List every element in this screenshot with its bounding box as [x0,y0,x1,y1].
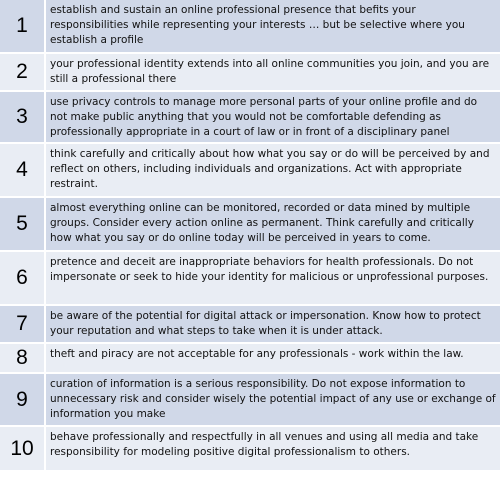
row-number: 2 [0,54,46,92]
row-text: theft and piracy are not acceptable for any professionals - work within the law. [46,344,500,374]
row-number: 9 [0,374,46,427]
row-text: pretence and deceit are inappropriate behaviors for health professionals. Do not impersonate or seek to hide your identity for malicious or unprofessional purposes. [46,252,500,306]
row-text: use privacy controls to manage more personal parts of your online profile and do not make public anything that you would not be comfortable defending as professionally appropriate in a court of law or in front of a disciplinary panel [46,92,500,144]
row-text: your professional identity extends into all online communities you join, and you are still a professional there [46,54,500,92]
row-number: 10 [0,427,46,472]
row-number: 5 [0,198,46,252]
row-number: 1 [0,0,46,54]
row-number: 8 [0,344,46,374]
row-text: almost everything online can be monitored, recorded or data mined by multiple groups. Consider every action online as permanent. Think carefully and critically how what you say or do online today will be perceived in years to come. [46,198,500,252]
row-text: curation of information is a serious responsibility. Do not expose information to unnecessary risk and consider wisely the potential impact of any use or exchange of information you make [46,374,500,427]
row-text: be aware of the potential for digital attack or impersonation. Know how to protect your reputation and what steps to take when it is under attack. [46,306,500,344]
row-text: think carefully and critically about how what you say or do will be perceived by and reflect on others, including individuals and organizations. Act with appropriate restraint. [46,144,500,198]
row-number: 3 [0,92,46,144]
row-number: 4 [0,144,46,198]
row-number: 6 [0,252,46,306]
row-text: establish and sustain an online professional presence that befits your responsibilities while representing your interests … but be selective where you establish a profile [46,0,500,54]
row-number: 7 [0,306,46,344]
row-text: behave professionally and respectfully in all venues and using all media and take responsibility for modeling positive digital professionalism to others. [46,427,500,472]
